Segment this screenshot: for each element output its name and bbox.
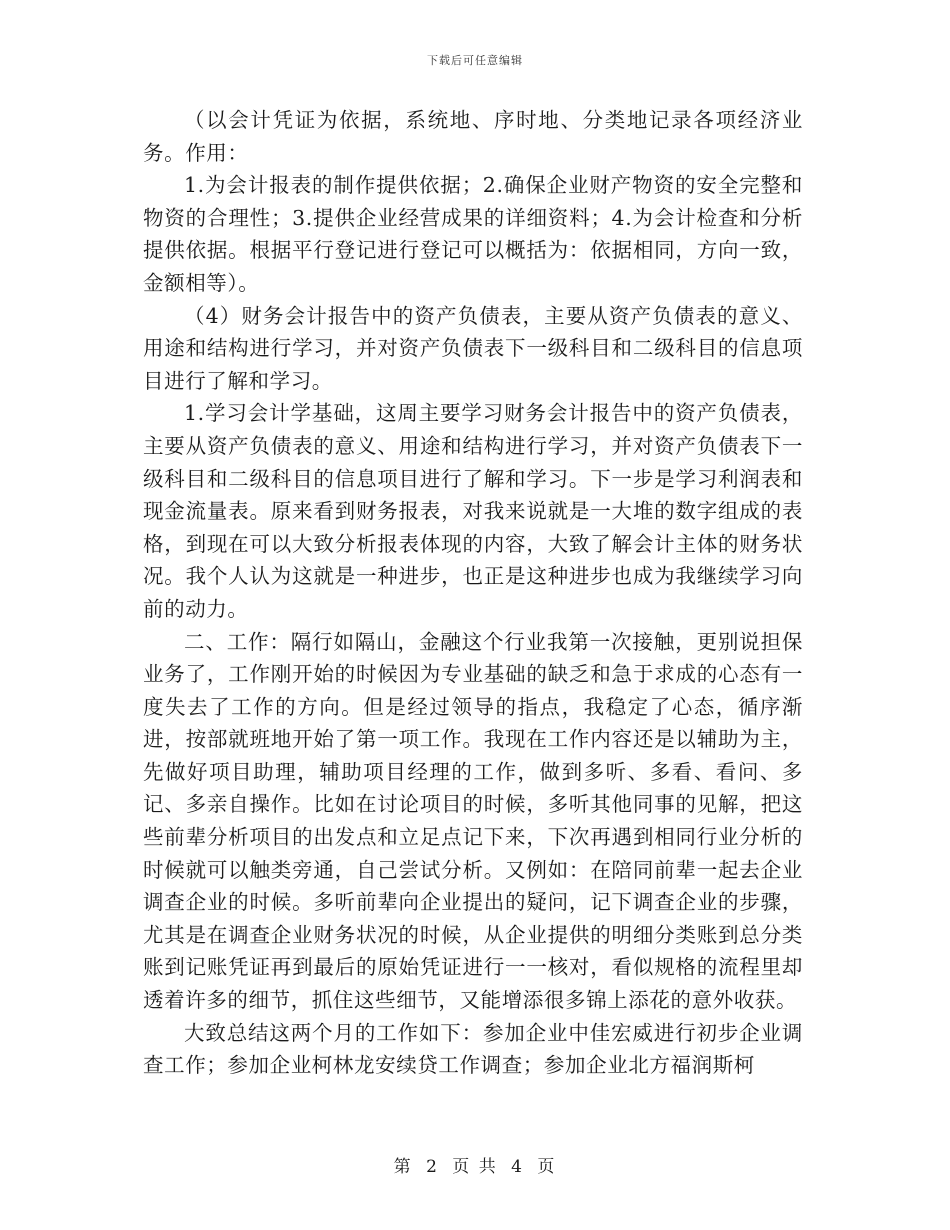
page-footer [0,1152,950,1177]
paragraph: （4）财务会计报告中的资产负债表，主要从资产负债表的意义、用途和结构进行学习，并对资产负债表下一级科目和二级科目的信息项目进行了解和学习。 [143,303,803,393]
paragraph: 1.为会计报表的制作提供依据；2.确保企业财产物资的安全完整和物资的合理性；3.提供企业经营成果的详细资料；4.为会计检查和分析提供依据。根据平行登记进行登记可以概括为：依据相同，方向一致，金额相等）。 [143,173,803,295]
page-number: 2 [426,1157,439,1177]
paragraph: 大致总结这两个月的工作如下：参加企业中佳宏威进行初步企业调查工作；参加企业柯林龙安续贷工作调查；参加企业北方福润斯柯 [143,1020,803,1078]
page-header: 下载后可任意编辑 [427,54,523,67]
footer-middle: 页 共 [452,1157,498,1177]
paragraph: （以会计凭证为依据，系统地、序时地、分类地记录各项经济业务。作用： [143,108,803,165]
footer-suffix: 页 [537,1157,557,1177]
document-body [143,104,803,1082]
footer-prefix: 第 [393,1157,413,1177]
paragraph: 1.学习会计学基础，这周主要学习财务会计报告中的资产负债表，主要从资产负债表的意义、用途和结构进行学习，并对资产负债表下一级科目和二级科目的信息项目进行了解和学习。下一步是学习利润表和现金流量表。原来看到财务报表，对我来说就是一大堆的数字组成的表格，到现在可以大致分析报表体现的内容，大致了解会计主体的财务状况。我个人认为这就是一种进步，也正是这种进步也成为我继续学习向前的动力。 [143,401,803,621]
paragraph: 二、工作：隔行如隔山，金融这个行业我第一次接触，更别说担保业务了，工作刚开始的时候因为专业基础的缺乏和急于求成的心态有一度失去了工作的方向。但是经过领导的指点，我稳定了心态，循序渐进，按部就班地开始了第一项工作。我现在工作内容还是以辅助为主，先做好项目助理，辅助项目经理的工作，做到多听、多看、看问、多记、多亲自操作。比如在讨论项目的时候，多听其他同事的见解，把这些前辈分析项目的出发点和立足点记下来，下次再遇到相同行业分析的时候就可以触类旁通，自己尝试分析。又例如：在陪同前辈一起去企业调查企业的时候。多听前辈向企业提出的疑问，记下调查企业的步骤，尤其是在调查企业财务状况的时候，从企业提供的明细分类账到总分类账到记账凭证再到最后的原始凭证进行一一核对，看似规格的流程里却透着许多的细节，抓住这些细节，又能增添很多锦上添花的意外收获。 [143,629,803,1013]
page-total: 4 [511,1157,524,1177]
